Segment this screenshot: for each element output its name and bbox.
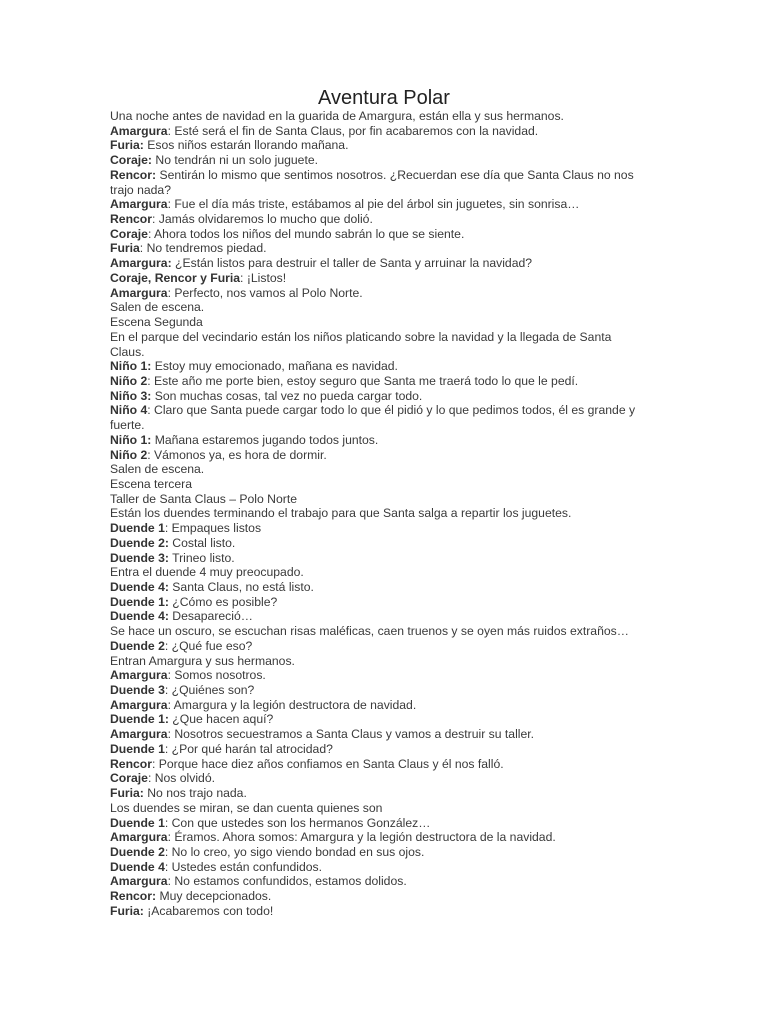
dialogue-line <box>110 609 645 624</box>
stage-direction-line <box>110 506 645 521</box>
line-text: : Éramos. Ahora somos: Amargura y la legión destructora de la navidad. <box>167 830 556 845</box>
speaker-name: Amargura <box>110 727 168 742</box>
dialogue-line <box>110 639 645 654</box>
dialogue-line <box>110 403 645 432</box>
line-text: : No estamos confundidos, estamos dolidos. <box>167 874 407 889</box>
speaker-name: Duende 1 <box>110 521 165 536</box>
speaker-name: Duende 2: <box>110 535 169 550</box>
dialogue-line <box>110 212 645 227</box>
stage-direction-line <box>110 654 645 669</box>
dialogue-line <box>110 168 645 197</box>
speaker-name: Amargura <box>110 697 168 712</box>
document-title: Aventura Polar <box>318 87 450 109</box>
line-text: : Fue el día más triste, estábamos al pie del árbol sin juguetes, sin sonrisa… <box>167 197 580 212</box>
dialogue-line <box>110 712 645 727</box>
speaker-name: Niño 2 <box>110 447 148 462</box>
speaker-name: Niño 4 <box>110 403 148 418</box>
speaker-name: Niño 2 <box>110 373 148 388</box>
dialogue-line <box>110 889 645 904</box>
dialogue-line <box>110 860 645 875</box>
speaker-name: Duende 3: <box>110 550 169 565</box>
dialogue-line <box>110 286 645 301</box>
line-text: Mañana estaremos jugando todos juntos. <box>151 432 379 447</box>
line-text: : Somos nosotros. <box>167 668 266 683</box>
line-text: : ¿Quiénes son? <box>164 683 255 698</box>
stage-direction-line <box>110 624 645 639</box>
line-text: : Este año me porte bien, estoy seguro que Santa me traerá todo lo que le pedí. <box>147 373 579 388</box>
speaker-name: Furia: <box>110 786 144 801</box>
stage-direction-line <box>110 565 645 580</box>
dialogue-line <box>110 904 645 919</box>
speaker-name: Rencor <box>110 756 152 771</box>
stage-direction-line <box>110 300 645 315</box>
line-text: ¡Acabaremos con todo! <box>143 903 274 918</box>
speaker-name: Amargura <box>110 197 168 212</box>
line-text: Taller de Santa Claus – Polo Norte <box>110 491 297 506</box>
line-text: Estoy muy emocionado, mañana es navidad. <box>151 359 398 374</box>
line-text: : Con que ustedes son los hermanos González… <box>164 815 431 830</box>
dialogue-line <box>110 271 645 286</box>
line-text: : ¡Listos! <box>240 270 287 285</box>
dialogue-line <box>110 256 645 271</box>
dialogue-line <box>110 771 645 786</box>
line-text: Esos niños estarán llorando mañana. <box>143 138 349 153</box>
line-text: : Ahora todos los niños del mundo sabrán lo que se siente. <box>147 226 465 241</box>
line-text: : Perfecto, nos vamos al Polo Norte. <box>167 285 363 300</box>
dialogue-line <box>110 138 645 153</box>
line-text: : Vámonos ya, es hora de dormir. <box>147 447 327 462</box>
speaker-name: Coraje, Rencor y Furia <box>110 270 241 285</box>
document-body <box>110 109 645 919</box>
dialogue-line <box>110 786 645 801</box>
speaker-name: Coraje <box>110 226 148 241</box>
dialogue-line <box>110 580 645 595</box>
dialogue-line <box>110 757 645 772</box>
speaker-name: Duende 1: <box>110 594 169 609</box>
speaker-name: Duende 4 <box>110 859 165 874</box>
line-text: No tendrán ni un solo juguete. <box>152 153 319 168</box>
line-text: Desapareció… <box>168 609 253 624</box>
line-text: : Porque hace diez años confiamos en Santa Claus y él nos falló. <box>152 756 504 771</box>
dialogue-line <box>110 521 645 536</box>
dialogue-line <box>110 742 645 757</box>
line-text: Están los duendes terminando el trabajo para que Santa salga a repartir los juguetes. <box>110 506 572 521</box>
line-text: Escena tercera <box>110 476 192 491</box>
line-text: Los duendes se miran, se dan cuenta quienes son <box>110 800 383 815</box>
line-text: Muy decepcionados. <box>156 889 272 904</box>
dialogue-line <box>110 359 645 374</box>
line-text: : Nosotros secuestramos a Santa Claus y vamos a destruir su taller. <box>167 727 535 742</box>
speaker-name: Duende 2 <box>110 638 165 653</box>
line-text: No nos trajo nada. <box>143 786 247 801</box>
dialogue-line <box>110 668 645 683</box>
dialogue-line <box>110 433 645 448</box>
dialogue-line <box>110 448 645 463</box>
dialogue-line <box>110 551 645 566</box>
line-text: Entran Amargura y sus hermanos. <box>110 653 295 668</box>
line-text: Una noche antes de navidad en la guarida de Amargura, están ella y sus hermanos. <box>110 109 564 123</box>
speaker-name: Amargura <box>110 285 168 300</box>
line-text: : ¿Por qué harán tal atrocidad? <box>164 741 333 756</box>
speaker-name: Duende 4: <box>110 609 169 624</box>
speaker-name: Amargura: <box>110 256 172 271</box>
dialogue-line <box>110 727 645 742</box>
speaker-name: Coraje: <box>110 153 152 168</box>
dialogue-line <box>110 241 645 256</box>
line-text: Costal listo. <box>168 535 236 550</box>
line-text: Salen de escena. <box>110 300 205 315</box>
dialogue-line <box>110 197 645 212</box>
line-text: : ¿Qué fue eso? <box>164 638 253 653</box>
dialogue-line <box>110 595 645 610</box>
speaker-name: Amargura <box>110 668 168 683</box>
line-text: : Ustedes están confundidos. <box>164 859 323 874</box>
dialogue-line <box>110 227 645 242</box>
stage-direction-line <box>110 477 645 492</box>
speaker-name: Rencor: <box>110 167 157 182</box>
stage-direction-line <box>110 330 645 359</box>
line-text: : No tendremos piedad. <box>139 241 267 256</box>
speaker-name: Niño 1: <box>110 359 152 374</box>
line-text: Escena Segunda <box>110 315 203 330</box>
speaker-name: Amargura <box>110 830 168 845</box>
stage-direction-line <box>110 109 645 124</box>
dialogue-line <box>110 153 645 168</box>
line-text: ¿Que hacen aquí? <box>168 712 274 727</box>
dialogue-line <box>110 374 645 389</box>
line-text: : No lo creo, yo sigo viendo bondad en sus ojos. <box>164 844 425 859</box>
line-text: En el parque del vecindario están los niños platicando sobre la navidad y la llegada de Santa Claus. <box>110 329 612 359</box>
speaker-name: Rencor <box>110 212 152 227</box>
line-text: ¿Cómo es posible? <box>168 594 278 609</box>
stage-direction-line <box>110 492 645 507</box>
speaker-name: Amargura <box>110 874 168 889</box>
line-text: ¿Están listos para destruir el taller de Santa y arruinar la navidad? <box>171 256 533 271</box>
line-text: : Nos olvidó. <box>147 771 215 786</box>
line-text: Sentirán lo mismo que sentimos nosotros. ¿Recuerdan ese día que Santa Claus no nos trajo nada? <box>110 167 634 197</box>
line-text: : Jamás olvidaremos lo mucho que dolió. <box>152 212 373 227</box>
line-text: Entra el duende 4 muy preocupado. <box>110 565 304 580</box>
dialogue-line <box>110 389 645 404</box>
speaker-name: Duende 2 <box>110 844 165 859</box>
line-text: : Empaques listos <box>164 521 262 536</box>
dialogue-line <box>110 816 645 831</box>
line-text: Salen de escena. <box>110 462 205 477</box>
speaker-name: Duende 3 <box>110 683 165 698</box>
dialogue-line <box>110 536 645 551</box>
speaker-name: Coraje <box>110 771 148 786</box>
line-text: : Amargura y la legión destructora de navidad. <box>167 697 417 712</box>
line-text: : Claro que Santa puede cargar todo lo que él pidió y lo que pedimos todos, él es grande y fuerte. <box>110 403 636 433</box>
dialogue-line <box>110 845 645 860</box>
line-text: : Esté será el fin de Santa Claus, por fin acabaremos con la navidad. <box>167 123 539 138</box>
line-text: Santa Claus, no está listo. <box>168 580 314 594</box>
line-text: Trineo listo. <box>168 550 235 565</box>
stage-direction-line <box>110 801 645 816</box>
speaker-name: Duende 1 <box>110 741 165 756</box>
stage-direction-line <box>110 315 645 330</box>
dialogue-line <box>110 683 645 698</box>
speaker-name: Duende 4: <box>110 580 169 594</box>
speaker-name: Niño 1: <box>110 432 152 447</box>
speaker-name: Furia: <box>110 903 144 918</box>
line-text: Son muchas cosas, tal vez no pueda cargar todo. <box>151 388 423 403</box>
dialogue-line <box>110 874 645 889</box>
speaker-name: Furia <box>110 241 140 256</box>
speaker-name: Furia: <box>110 138 144 153</box>
speaker-name: Duende 1: <box>110 712 169 727</box>
stage-direction-line <box>110 462 645 477</box>
dialogue-line <box>110 698 645 713</box>
speaker-name: Amargura <box>110 123 168 138</box>
dialogue-line <box>110 830 645 845</box>
speaker-name: Niño 3: <box>110 388 152 403</box>
line-text: Se hace un oscuro, se escuchan risas maléficas, caen truenos y se oyen más ruidos extraños… <box>110 624 629 639</box>
speaker-name: Duende 1 <box>110 815 165 830</box>
speaker-name: Rencor: <box>110 889 157 904</box>
dialogue-line <box>110 124 645 139</box>
